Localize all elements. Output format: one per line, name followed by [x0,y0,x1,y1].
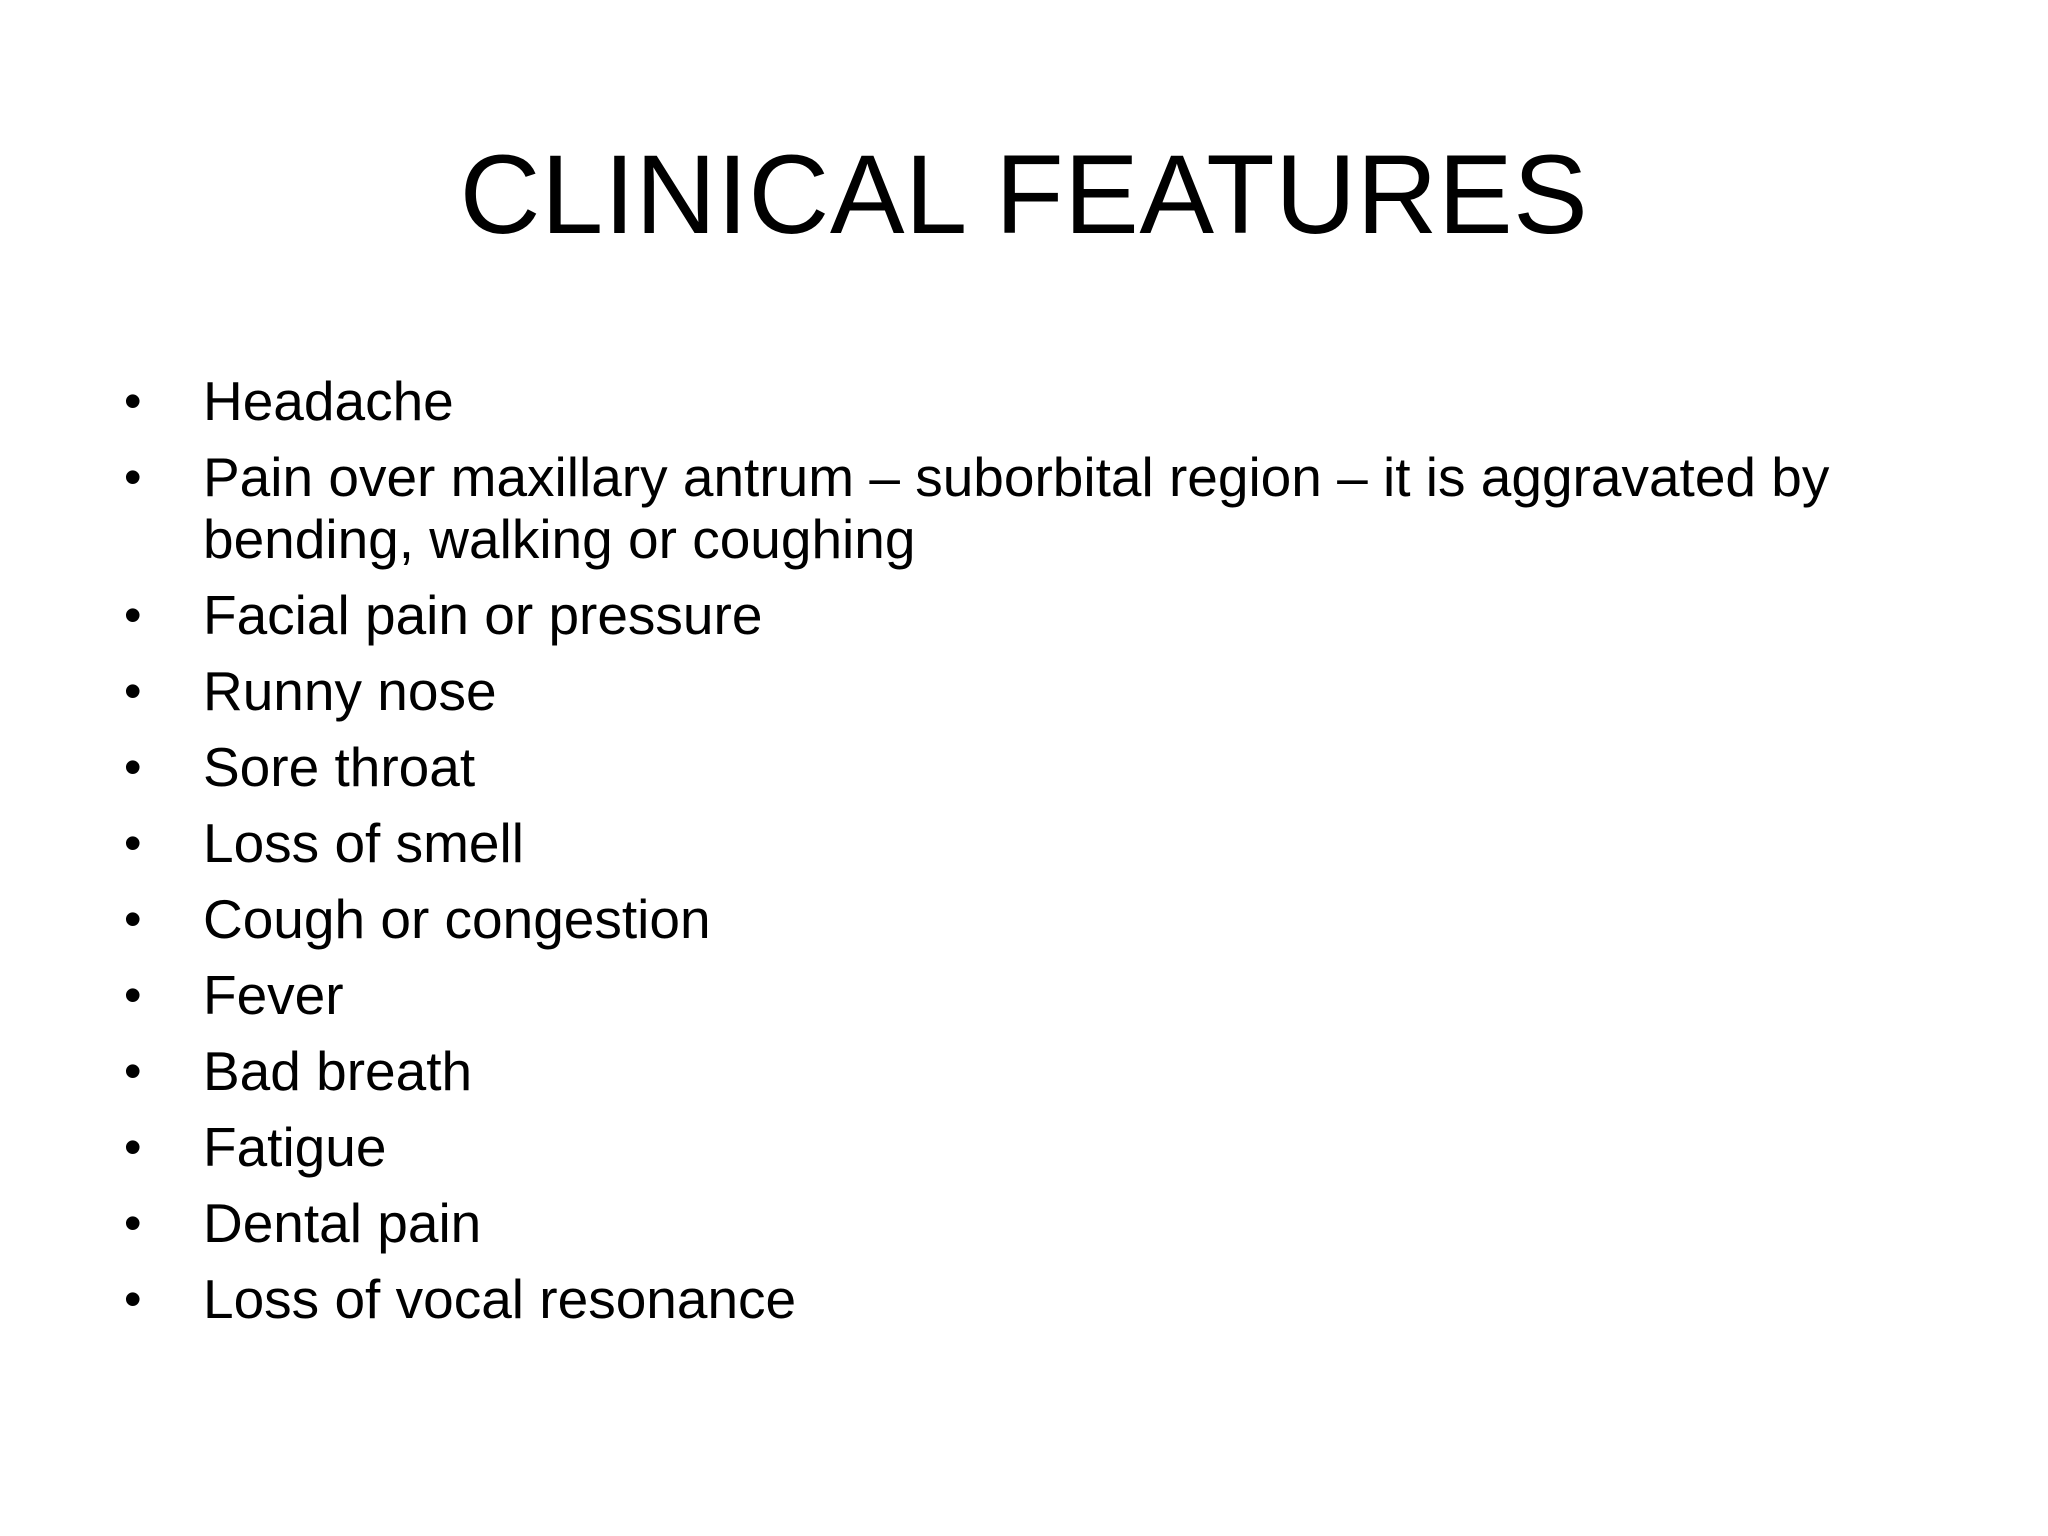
list-item-text: Fever [203,964,344,1026]
bullet-icon: • [124,449,142,505]
list-item-text: Pain over maxillary antrum – suborbital region – it is aggravated by bending, walking or coughing [203,446,1830,570]
bullet-icon: • [124,663,142,719]
list-item-text: Sore throat [203,736,476,798]
list-item-text: Runny nose [203,660,497,722]
bullet-icon: • [124,1195,142,1251]
bullet-icon: • [124,1043,142,1099]
list-item [118,888,1968,950]
slide-title: CLINICAL FEATURES [459,132,1589,257]
bullet-icon: • [124,891,142,947]
list-item [118,584,1968,646]
bullet-icon: • [124,373,142,429]
bullet-icon: • [124,1271,142,1327]
list-item-text: Bad breath [203,1040,473,1102]
bullet-list [118,370,1968,1344]
list-item [118,1116,1968,1178]
list-item [118,1268,1968,1330]
list-item [118,1040,1968,1102]
list-item-text: Loss of smell [203,812,524,874]
list-item-text: Headache [203,370,454,432]
list-item-text: Facial pain or pressure [203,584,763,646]
list-item [118,1192,1968,1254]
bullet-icon: • [124,587,142,643]
bullet-icon: • [124,739,142,795]
list-item [118,964,1968,1026]
list-item [118,370,1968,432]
list-item-text: Loss of vocal resonance [203,1268,797,1330]
bullet-icon: • [124,1119,142,1175]
list-item-text: Fatigue [203,1116,387,1178]
list-item-text: Cough or congestion [203,888,711,950]
list-item-text: Dental pain [203,1192,482,1254]
bullet-icon: • [124,967,142,1023]
bullet-icon: • [124,815,142,871]
list-item [118,812,1968,874]
list-item [118,660,1968,722]
list-item [118,446,1968,570]
list-item [118,736,1968,798]
